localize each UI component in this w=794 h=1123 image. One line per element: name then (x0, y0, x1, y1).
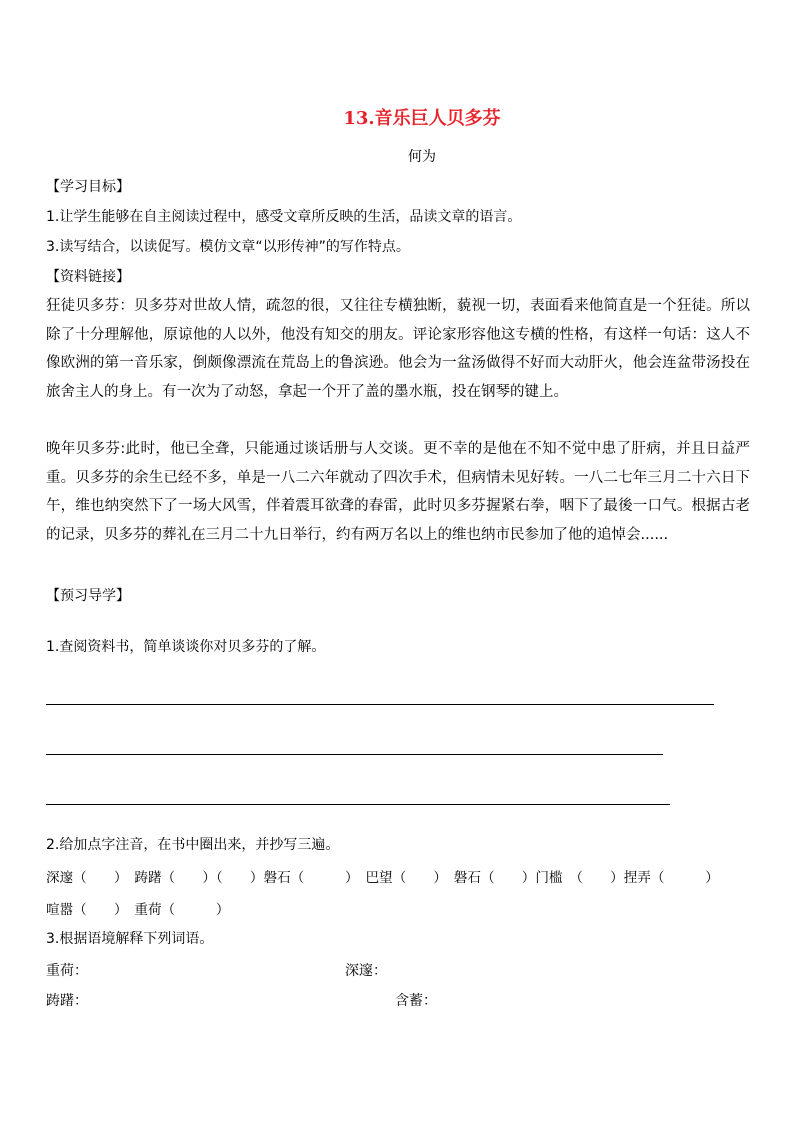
question-1: 1.查阅资料书，简单谈谈你对贝多芬的了解。 (46, 639, 326, 655)
pinyin-row-2: 喧嚣（ ） 重荷（ ） (46, 902, 230, 918)
objectives-heading: 【学习目标】 (46, 179, 130, 195)
question-2: 2.给加点字注音，在书中圈出来，并抄写三遍。 (46, 837, 340, 853)
resources-heading: 【资料链接】 (46, 269, 130, 285)
term-zhonghe: 重荷： (46, 963, 88, 979)
resource-paragraph-2: 晚年贝多芬:此时，他已全聋，只能通过谈话册与人交谈。更不幸的是他在不知不觉中患了肝病，并且日益严重。贝多芬的余生已经不多，单是一八二六年就动了四次手术，但病情未见好转。一八二七年三月二十六日下午，维也纳突然下了一场大风雪，伴着震耳欲聋的春雷，此时贝多芬握紧右拳，咽下了最後一口气。根据古老的记录，贝多芬的葬礼在三月二十九日举行，约有两万名以上的维也纳市民参加了他的追悼会...... (46, 441, 750, 543)
objective-item-1: 1.让学生能够在自主阅读过程中，感受文章所反映的生活，品读文章的语言。 (46, 209, 522, 225)
author-name: 何为 (408, 149, 436, 165)
term-shensui: 深邃： (345, 963, 387, 979)
page-title: 13.音乐巨人贝多芬 (343, 108, 501, 129)
answer-line-3[interactable] (46, 804, 670, 805)
term-hanxu: 含蓄： (395, 993, 437, 1009)
answer-line-1[interactable] (46, 704, 714, 705)
question-3: 3.根据语境解释下列词语。 (46, 931, 214, 947)
term-chouchu: 踌躇： (46, 993, 88, 1009)
preview-heading: 【预习导学】 (46, 588, 130, 604)
pinyin-row-1: 深邃（ ） 踌躇（ ）（ ）磐石（ ） 巴望（ ） 磐石（ ）门槛 （ ）捏弄（ ） (46, 870, 719, 886)
objective-item-2: 3.读写结合，以读促写。模仿文章“以形传神”的写作特点。 (46, 239, 410, 255)
resource-paragraph-1: 狂徒贝多芬：贝多芬对世故人情，疏忽的很，又往往专横独断，藐视一切，表面看来他简直是一个狂徒。所以除了十分理解他，原谅他的人以外，他没有知交的朋友。评论家形容他这专横的性格，有这样一句话：这人不像欧洲的第一音乐家，倒颇像漂流在荒岛上的鲁滨逊。他会为一盆汤做得不好而大动肝火，他会连盆带汤投在旅舍主人的身上。有一次为了动怒，拿起一个开了盖的墨水瓶，投在钢琴的键上。 (46, 298, 750, 400)
answer-line-2[interactable] (46, 754, 663, 755)
